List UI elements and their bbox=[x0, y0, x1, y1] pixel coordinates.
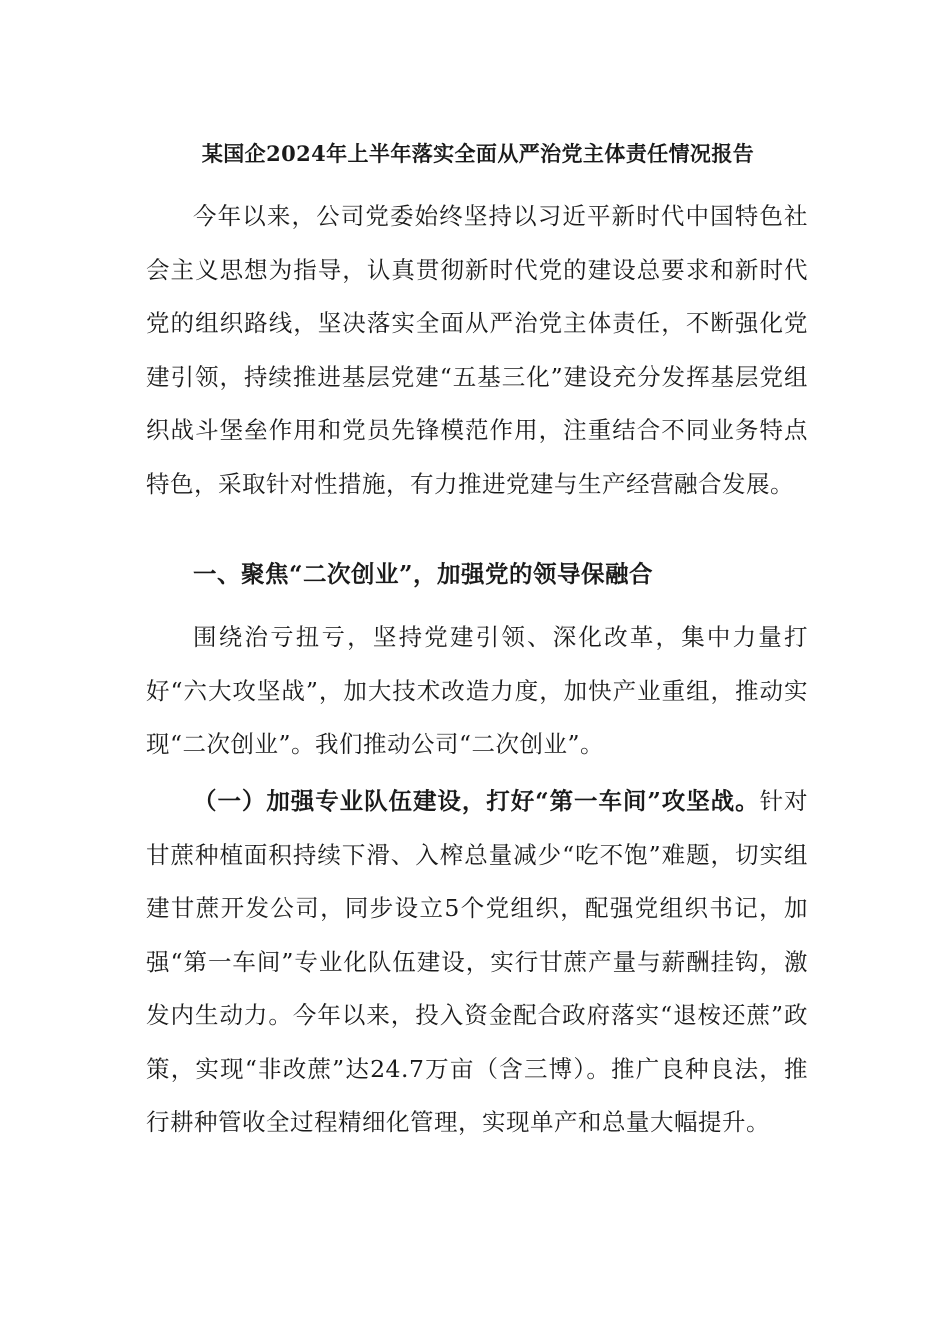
section-1-heading: 一、聚焦“二次创业”，加强党的领导保融合 bbox=[193, 560, 654, 588]
subsection-1-body: 针对甘蔗种植面积持续下滑、入榨总量减少“吃不饱”难题，切实组建甘蔗开发公司，同步设立5个党组织，配强党组织书记，加强“第一车间”专业化队伍建设，实行甘蔗产量与薪酬挂钩，激发内生动力。今年以来，投入资金配合政府落实“退桉还蔗”政策，实现“非改蔗”达24.7万亩（含三博）。推广良种良法，推行耕种管收全过程精细化管理，实现单产和总量大幅提升。 bbox=[146, 787, 809, 1136]
section-1-body: 围绕治亏扭亏，坚持党建引领、深化改革，集中力量打好“六大攻坚战”，加大技术改造力度，加快产业重组，推动实现“二次创业”。我们推动公司“二次创业”。 bbox=[146, 623, 808, 758]
subsection-1-paragraph bbox=[146, 775, 808, 1150]
subsection-1-heading: （一）加强专业队伍建设，打好“第一车间”攻坚战。 bbox=[193, 787, 760, 815]
document-title: 某国企2024年上半年落实全面从严治党主体责任情况报告 bbox=[201, 141, 755, 166]
intro-paragraph: 今年以来，公司党委始终坚持以习近平新时代中国特色社会主义思想为指导，认真贯彻新时代党的建设总要求和新时代党的组织路线，坚决落实全面从严治党主体责任，不断强化党建引领，持续推进基层党建“五基三化”建设充分发挥基层党组织战斗堡垒作用和党员先锋模范作用，注重结合不同业务特点特色，采取针对性措施，有力推进党建与生产经营融合发展。 bbox=[146, 202, 808, 498]
